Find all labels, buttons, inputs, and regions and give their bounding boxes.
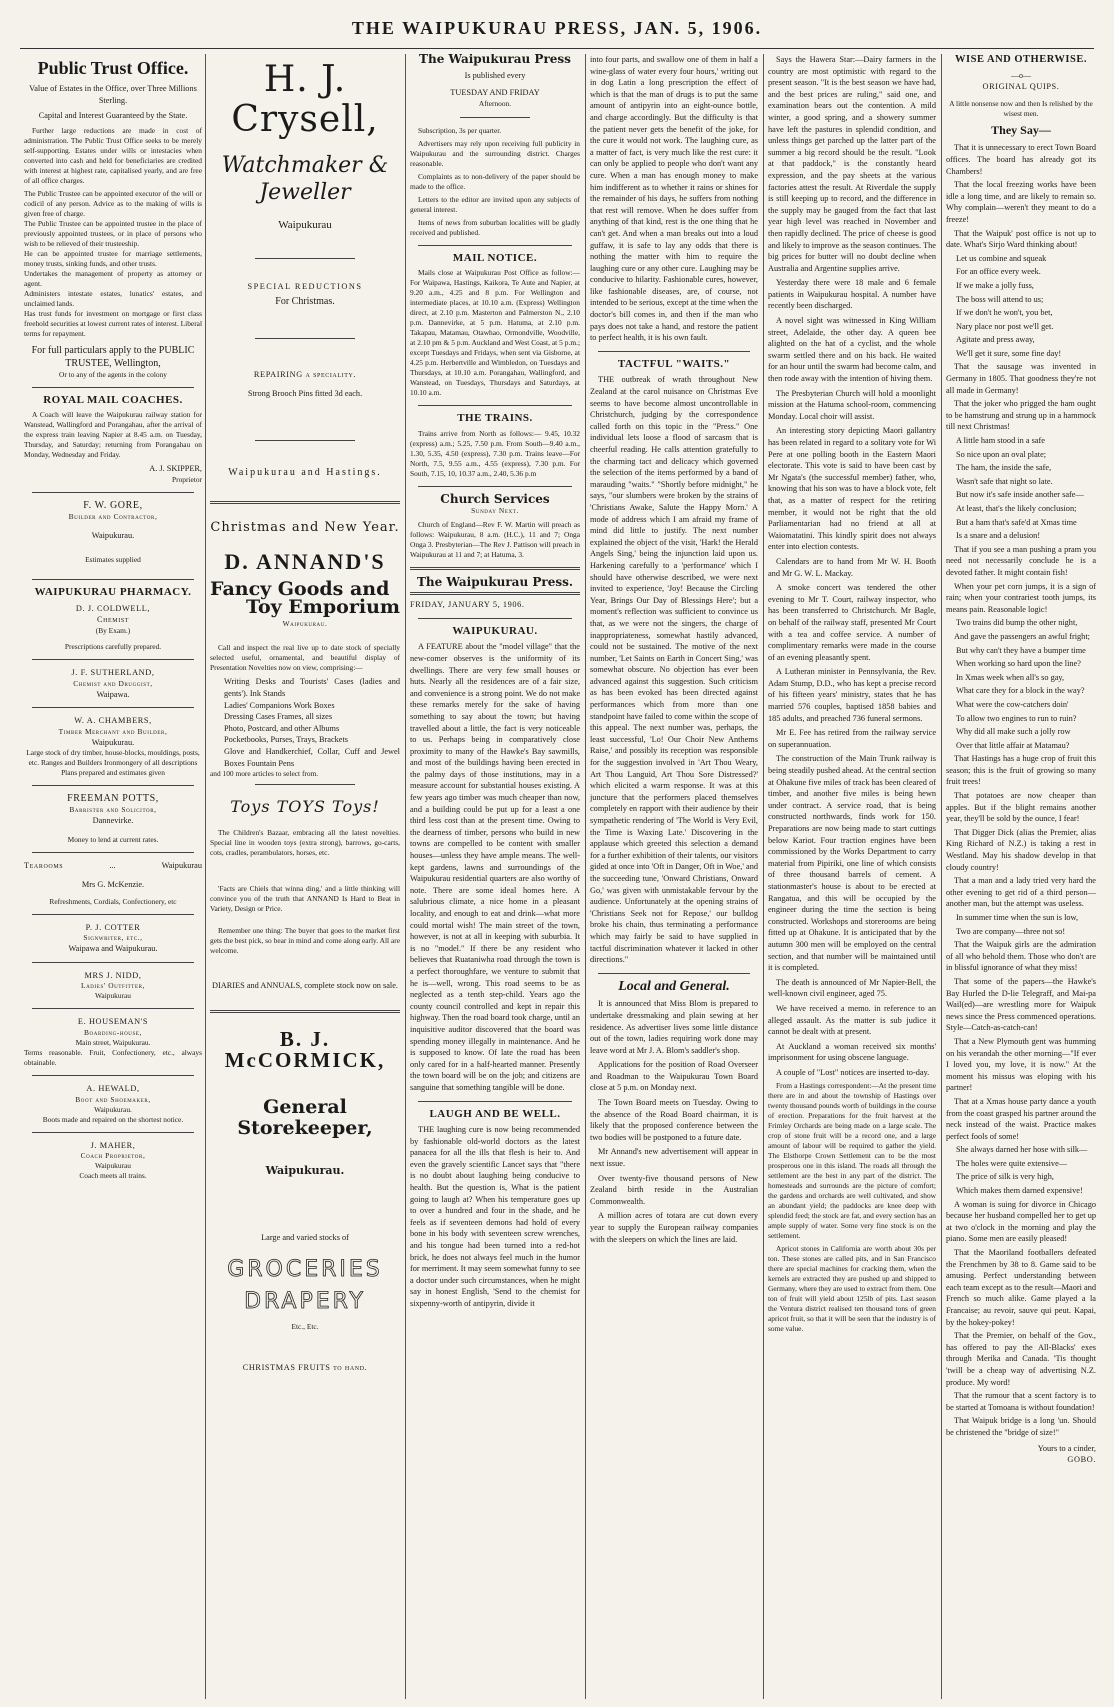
quip-line: The ham, the inside the safe,	[956, 463, 1052, 473]
quip-line: Agitate and press away,	[956, 335, 1035, 345]
column-rule	[585, 54, 586, 1699]
quip-line: Why did all make such a jolly row	[956, 727, 1071, 737]
chambers-name: W. A. CHAMBERS,	[74, 716, 152, 726]
annand-shop1: Fancy Goods and	[210, 578, 390, 601]
annand-good: and 100 more articles to select from.	[210, 769, 319, 779]
quip-line: Nary place nor post we'll get.	[956, 321, 1054, 331]
sutherland-name: J. F. SUTHERLAND,	[71, 667, 155, 677]
masthead: THE WAIPUKURAU PRESS, JAN. 5, 1906.	[351, 18, 763, 38]
houseman-trade: Boarding-house,	[84, 1028, 142, 1038]
nidd-town: Waipukurau	[95, 991, 131, 1001]
wise-intro: A little nonsense now and then Is relished by the wisest men.	[949, 98, 1093, 118]
lead-title: WAIPUKURAU.	[452, 624, 538, 637]
column-1	[24, 54, 202, 1699]
quip-line: That some of the papers—the Hawke's Bay Hurled the D-lie Telegraff, and Mai-pa Wail(ed)—are wrestling more for Waipuk news since the Press commenced operations. Style—Catch-as-catch-can!	[946, 976, 1096, 1033]
trust-body: Further large reductions are made in cost of administration. The Public Trust Office seeks to be merely self-supporting. Estates under wills or intestacies when converted into cash and held for beneficiaries are credited with interest at highest rate, capitalised yearly, and are free of all office charges.	[24, 125, 202, 185]
trains-body: Trains arrive from North as follows:— 9.45, 10.32 (express) a.m.; 5.25, 7.50 p.m. From South—9.40 a.m., 1.30, 5.35, 4.50 (express), 7.30 p.m. Trains leave—For North, 7.5, 9.55 a.m., 4.55 (express), 7.30 p.m. For South, 7.15, 10, 10.37 a.m., 2.40, 5.36 p.m	[410, 428, 580, 478]
crysell-special: SPECIAL REDUCTIONS	[247, 281, 363, 291]
quip-line: That potatoes are now cheaper than apples. But if the blight remains another year, they'll be sold by the ounce, I fear!	[946, 791, 1096, 824]
maher-note: Coach meets all trains.	[79, 1171, 147, 1181]
column-2	[210, 54, 400, 1699]
facts-body: 'Facts are Chiels that winna ding,' and a little thinking will convince you of the truth that ANNAND Is Hard to Beat in Variety, Design or Price.	[210, 884, 400, 914]
local-item: Mr Annand's new advertisement will appear in next issue.	[590, 1147, 758, 1169]
maher-name: J. MAHER,	[90, 1140, 136, 1150]
column-rule	[941, 54, 942, 1699]
quip-line: At least, that's the likely conclusion;	[956, 504, 1077, 513]
maher-town: Waipukurau	[95, 1161, 131, 1171]
quip-line: Wasn't safe that night so late.	[956, 476, 1053, 486]
houseman-body: Terms reasonable. Fruit, Confectionery, etc., always obtainable.	[24, 1048, 202, 1068]
quip-line: That the Waipuk' post office is not up to date. What's Sirjo Ward thinking about!	[946, 228, 1096, 250]
quip-line: The holes were quite extensive—	[956, 1158, 1068, 1168]
trust-item: Has trust funds for investment on mortgage or first class freehold securities at lowest current rates of interest. Liberal terms for repayment.	[24, 308, 202, 338]
hewald-name: A. HEWALD,	[86, 1084, 140, 1094]
press-info: Complaints as to non-delivery of the paper should be made to the office.	[410, 171, 580, 191]
mcc-drapery: DRAPERY	[244, 1288, 366, 1314]
quip-line: But a ham that's safe'd at Xmas time	[956, 517, 1077, 527]
quip-line: She always darned her hose with silk—	[956, 1145, 1088, 1155]
press-info: Subscription, 3s per quarter.	[418, 125, 502, 135]
local-title: Local and General.	[618, 978, 730, 994]
laugh-body: THE laughing cure is now being recommended by fashionable old-world doctors as the latest panacea for all the ills that flesh is heir to. And even the gravely scientific Lancet says that "there is no doubt about laughing being conducive to health. But the question is, What is the patient going to laugh at? When his temperature goes up to over a hundred and four in the shade, and he feels as if seventeen demons had hold of every bone in his body with seventeen screw wrenches, and his tongue had been turned into a red-hot brick, he does not always feel much in the humor for merriment. It may seem somewhat funny to see a doctor under such circumstances, when he might say in honest English, 'Send to the chemist for sixpenny-worth of antipyrin, divide it	[410, 1125, 580, 1308]
gore-town: Waipukurau.	[91, 530, 135, 540]
news-item: A couple of "Lost" notices are inserted to-day.	[776, 1067, 930, 1077]
waits-title: TACTFUL "WAITS."	[617, 357, 731, 370]
quip-line: That a New Plymouth gent was humming on his verandah the other morning—"If ever I loved you, my love, it is now." At the moment his missus was eloping with his partner!	[946, 1036, 1096, 1093]
annand-goods-list	[210, 676, 400, 779]
quip-line: But now it's safe inside another safe—	[956, 490, 1084, 500]
local-item: The Town Board meets on Tuesday. Owing to the absence of the Road Board chairman, it is likely that the proposed conference between the two bodies will be postponed to a future date.	[590, 1098, 758, 1142]
trust-value: Value of Estates in the Office, over Three Millions Sterling.	[29, 84, 197, 105]
local-item: Applications for the position of Road Overseer and Roadman to the Waipukurau Town Board close at 5 p.m. on Monday next.	[590, 1060, 758, 1093]
column-4	[590, 54, 758, 1699]
column-rule	[763, 54, 764, 1699]
pharmacy-name: D. J. COLDWELL,	[75, 603, 151, 613]
maher-trade: Coach Proprietor,	[80, 1151, 146, 1161]
tearooms-line	[24, 860, 202, 872]
quip-line: Let us combine and squeak	[956, 253, 1047, 263]
trains-title: THE TRAINS.	[457, 412, 533, 425]
quip-line: That it is unnecessary to erect Town Board offices. The board has already got its Chambers!	[946, 143, 1096, 176]
hewald-note: Boots made and repaired on the shortest notice.	[42, 1114, 184, 1124]
local-item: Over twenty-five thousand persons of New Zealand birth reside in the Australian Commonwealth.	[590, 1173, 758, 1206]
cotter-trade: Signwriter, etc.,	[83, 933, 143, 943]
toys-body: The Children's Bazaar, embracing all the latest novelties. Special line in wooden toys (extra strong), barrows, go-carts, cots, cradles, perambulators, horses, etc.	[210, 828, 400, 858]
news-item: At Auckland a woman received six months' imprisonment for using obscene language.	[768, 1041, 936, 1063]
cotter-name: P. J. COTTER	[85, 922, 141, 932]
news-item: An interesting story depicting Maori gallantry has been related in regard to a solitary vote for Wi Pere at one polling booth in the Eastern Maori electorate. This vote is said to have been cast by Mr Ngata's (the successful member) father, who, knowing that his son was to have a block vote, felt that, as a matter of respect for the retiring member, it would not be right that the old Parliamentarian had no friend at all at Waiomatatini. This kindly spirit does not always enter into election contests.	[768, 426, 936, 552]
mail-body: Mails close at Waipukurau Post Office as follow:— For Waipawa, Hastings, Kaikora, Te Aute and Napier, at 9.20 a.m., 4.25 and 8 p.m. For Wellington and intermediate places, at 10.10 a.m. (Express) Wellington direct, at 2.10 p.m. Masterton and Palmerston N., 2.10 p.m. Dannevirke, at 5 p.m. Hatuma, at 2.10 p.m. Takapau, Matamau, Otawhao, Ormondville, Woodville, at 2.10 pm & 5 p.m. Auckland and West Coast, at 5 p.m.; except Tuesdays and Fridays, when sent via Gisborne, at 4.25 p.m. Herbertville and Wimbledon, on Tuesdays and Thursdays, at 10.10 a.m. Porangahau, Wallingford, and Wanstead, on Tuesdays, Thursdays and Saturdays, at 10.10 a.m.	[410, 268, 580, 398]
trust-item: He can be appointed trustee for marriage settlements, money trusts, sinking funds, and other trusts.	[24, 248, 202, 268]
masthead-rule	[20, 48, 1094, 49]
press-title-2: The Waipukurau Press.	[416, 574, 574, 589]
chambers-body: Large stock of dry timber, house-blocks, mouldings, posts, etc. Ranges and Builders Ironmongery of all descriptions	[26, 748, 200, 768]
news-item: We have received a memo. in reference to an alleged assault. As the matter is sub judice it cannot be dealt with at present.	[768, 1003, 936, 1037]
mcc-trade: General Storekeeper,	[237, 1095, 373, 1139]
crysell-trade: Watchmaker & Jeweller	[221, 153, 389, 205]
hewald-trade: Boot and Shoemaker,	[75, 1094, 151, 1104]
press-info: Letters to the editor are invited upon any subjects of general interest.	[410, 194, 580, 214]
trust-apply: For full particulars apply to the PUBLIC TRUSTEE, Wellington,	[31, 344, 195, 369]
pharmacy-exam: (By Exam.)	[95, 625, 131, 635]
local-item: A million acres of totara are cut down every year to supply the European railway companies with the sleepers on which the lines are laid.	[590, 1211, 758, 1244]
press-title: The Waipukurau Press	[419, 54, 571, 66]
potts-trade: Barrister and Solicitor,	[69, 804, 157, 814]
remember-body: Remember one thing: The buyer that goes to the market first gets the best pick, so bear in mind and come along early. All are welcome.	[210, 926, 400, 956]
quip-line: Two are company—three not so!	[956, 926, 1066, 936]
annand-shop2: Toy Emporium	[246, 595, 400, 618]
column-3	[410, 54, 580, 1699]
crysell-town: Waipukurau	[278, 219, 332, 231]
annand-name: D. ANNAND'S	[224, 549, 386, 575]
pharmacy-note: Prescriptions carefully prepared.	[64, 641, 162, 651]
pharmacy-title: WAIPUKURAU PHARMACY.	[34, 586, 192, 599]
tearooms-name: Mrs G. McKenzie.	[81, 880, 145, 890]
quip-line: Two trains did bump the other night,	[956, 618, 1078, 628]
quip-line: That the rumour that a scent factory is to be started at Tomoana is without foundation!	[946, 1391, 1096, 1412]
tearooms-town: Waipukurau	[161, 860, 202, 870]
news-item: Says the Hawera Star:—Dairy farmers in the country are most optimistic with regard to the present season. "It is the best season we have had, and the best prices are ruling," said one, and examination bears out the contention. A mild winter, a good spring, and a showery summer have left the pastures in splendid condition, and unless things get parched up the latter part of the summer a big record should be the result. "Look at that paddock," is the constantly heard expression, and the pay sheets at the various factories attest the result. At Riverdale the supply is still keeping up to record, and the difference in the supply may be gauged from the fact that last year high level was reached in November and then rapidly declined. The price of cheese is good and likely to improve as the season continues. The big prices for butter will no doubt decline when Australia and Argentine supplies arrive.	[768, 55, 936, 273]
trust-item: The Public Trustee can be appointed executor of the will or codicil of any person. Advice as to the making of wills is given free of charge.	[24, 188, 202, 218]
quip-line: That a man and a lady tried very hard the other evening to get rid of a third person—another man, but the attempt was useless.	[946, 876, 1096, 909]
quip-line: The price of silk is very high,	[956, 1172, 1054, 1182]
quip-line: That Waipuk bridge is a long 'un. Should be christened the "bridge of size!"	[946, 1416, 1096, 1437]
press-time: Afternoon.	[478, 98, 512, 108]
gore-note: Estimates supplied	[85, 555, 141, 565]
quip-line: That Digger Dick (alias the Premier, alias King Richard of N.Z.) is taking a rest in Westland. May his shadow develop in that cloudy country!	[946, 827, 1096, 872]
mcc-name: B. J. McCORMICK,	[224, 1026, 386, 1072]
gore-name: F. W. GORE,	[83, 499, 143, 511]
news-item: A smoke concert was tendered the other evening to Mr T. Court, railway inspector, who has been transferred to Christchurch. Mr Bagle, on behalf of the railway staff, presented Mr Court with a tea and coffee service. A number of complimentary remarks were made in the course of an evening pleasantly spent.	[768, 583, 936, 662]
crysell-brooch: Strong Brooch Pins fitted 3d each.	[247, 389, 363, 399]
column-6: WISE AND OTHERWISE. —o— ORIGINAL QUIPS. A little nonsense now and then Is relished by the wisest men. They Say— That it is unnecessary to erect Town Board offices. The board has already got its Chambers! That the local freezing works have been idle a long time, and are likely to remain so. Why complain—weren't they meant to do a freeze! That the Waipuk' post office is not up to date. What's Sirjo Ward thinking about! Let us combine and squeak For an office every week. If we make a jolly fuss, The boss will attend to us; If we don't he won't, you bet, Nary place nor post we'll get. Agitate and press away, We'll get it sure, some fine day! That the sausage was invented in Germany in 1805. That goodness they're not all made in Germany! That the joker who prigged the ham ought to be hamstrung and strung up in a hammock till next Christmas! A little ham stood in a safe So nice upon an oval plate; The ham, the inside the safe, Wasn't safe that night so late. But now it's safe inside another safe— At least, that's the likely conclusion; But a ham that's safe'd at Xmas time Is a snare and a delusion! That if you see a man pushing a pram you need not necessarily conclude he is a devoted father. It might contain fish! When your pet corn jumps, it is a sign of rain; when your contrariest tooth jumps, its means pain. Reasonable logic! Two trains did bump the other night, And gave the passengers an awful fright; But why can't they have a bumper time When working so hard upon the line? In Xmas week when all's so gay, What care they for a block in the way? What were the cow-catchers doin' To allow two engines to run to ruin? Why did all make such a jolly row Over that little affair at Matamau? That Hastings has a huge crop of fruit this season; this is the fruit of growing so many fruit trees! That potatoes are now cheaper than apples. But if the blight remains another year, they'll be sold by the ounce, I fear! That Digger Dick (alias the Premier, alias King Richard of N.Z.) is taking a rest in Westland. May his shadow develop in that cloudy country! That a man and a lady tried very hard the other evening to get rid of a third person—another man, but the attempt was useless. In summer time when the sun is low, Two are company—three not so! That the Waipuk girls are the admiration of all who behold them. Those who don't are in blissful ignorance of what they miss! That some of the papers—the Hawke's Bay Hurled the D-lie Telegraff, and Mai-pa Wail(ed)—are wrestling more for Waipuk news since the Press commenced operations. Style—Catch-as-catch-can! That a New Plymouth gent was humming on his verandah the other morning—"If ever I loved you, my love, it is now." At the moment his missus was eloping with his partner! That at a Xmas house party dance a youth from the coast grasped his partner around the neck instead of the waist. Practice makes perfect fools of some! She always darned her hose with silk— The holes were quite extensive— The price of silk is very high, Which makes them darned expensive! A woman is suing for divorce in Chicago because her husband compelled her to get up at two o'clock in the morning and play the piano. Some men are easily pleased! That the Maoriland footballers defeated the Frenchmen by 38 to 8. Game said to be amusing. Perfect understanding between each team except as to the result—Maori and French so much alike. Game played a la Francaise; au revoir, sauve qui peut. Kapai, by the hokey-pokey! That the Premier, on behalf of the Gov., has offered to pay the All-Blacks' exes through Merika and Canada. 'Tis thought 'twill be a cheap way of advertising N.Z. produce. My word! That the rumour that a scent factory is to be started at Tomoana is without foundation! That Waipuk bridge is a long 'un. Should be christened the "bridge of size!" Yours to a cinder, GOBO.	[946, 54, 1096, 1465]
quip-line: Is a snare and a delusion!	[956, 531, 1041, 541]
mcc-fruits: CHRISTMAS FRUITS to hand.	[242, 1362, 368, 1372]
news-item: The death is announced of Mr Napier-Bell, the well-known civil engineer, aged 75.	[768, 977, 936, 999]
news-item: Mr E. Fee has retired from the railway service on superannuation.	[768, 728, 936, 749]
lead-body: A FEATURE about the "model village" that the new-comer observes is the uniformity of its dwellings. There are very few small houses or huts. Nearly all the residences are of a fair size, and convenience is a strong point. We do not make these remarks merely for the sake of having something to say about the town; but having travelled about a little, the fact is very noticeable to us. Perhaps being in comparatively close proximity to many of the Hawke's Bay sawmills, and most of the buildings having been erected in the palmy days of those institutions, may in a measure account for substantial houses existing. A few years ago timber was much cheaper than now, and a building could be put up for a least a one third less cost than at the present time. Owing to the dearness of timber, persons who build in new towns are compelled to be content with smaller houses—unless they have ample means. The well-kept gardens, lawns and surroundings of the Waipukurau residential quarters are also worthy of note. There are some ideal homes here. A salubrious climate, a nice home in a pleasant locality, and enough to eat and drink—what more could mortal wish! The main street of the town, however, is not at all in keeping with suburbia. It is no "model." If there be any resident who believes that Ruataniwha road through the town is a perfect thoroughfare, we venture to submit that he is—well, wrong. This road seems to be as neglected as a tenth step-child. Years ago the county council controlled and kept in repair this highway. Then the road board took charge, until an inquisitive auditor discovered that the board was spending money illegally in maintenance. And he is supposed to know. Of late the road has been only cared for in a half-hearted manner. Presently the town board will be on the job; and citizens are sanguine that something tangible will be done.	[410, 642, 580, 1092]
tearooms-dots: ...	[109, 860, 116, 870]
mcc-stock: Large and varied stocks of	[261, 1233, 349, 1243]
houseman-name: E. HOUSEMAN'S	[77, 1017, 149, 1027]
mcc-etc: Etc., Etc.	[291, 1321, 319, 1331]
quip-line: Which makes them darned expensive!	[956, 1186, 1083, 1196]
signoff: Yours to a cinder,	[1037, 1443, 1096, 1453]
chambers-town: Waipukurau.	[91, 737, 135, 747]
church-title: Church Services	[440, 491, 550, 506]
quip-line: But why can't they have a bumper time	[956, 645, 1086, 655]
trust-capital: Capital and Interest Guaranteed by the State.	[38, 111, 188, 121]
news-item: Calendars are to hand from Mr W. H. Booth and Mr G. W. L. Mackay.	[768, 556, 936, 578]
news-item: A Lutheran minister in Pennsylvania, the Rev. Adam Stump, D.D., who has kept a precise record of his fifteen years' ministry, states that he has married 576 couples, baptised 1858 babies and 185 adults, and preached 736 funeral sermons.	[768, 667, 936, 723]
local-item: It is announced that Miss Blom is prepared to undertake dressmaking and plain sewing at her residence. As advertiser lives some little distance out of the town, ladies requiring work done may leave word at Mr J. A. Blom's saddler's shop.	[590, 999, 758, 1055]
press-days: TUESDAY AND FRIDAY	[450, 88, 540, 98]
news-item: The Presbyterian Church will hold a moonlight mission at the Hatuma school-room, commencing Monday. Local choir will assist.	[768, 388, 936, 421]
quip-line: We'll get it sure, some fine day!	[956, 348, 1062, 358]
news-item: A novel sight was witnessed in King William street, Adelaide, the other day. A queen bee alighted on the hat of a cyclist, and the whole swarm settled there and on his back. He waited for an hour until the swarm had become calm, and then rode away with the intention of hiving them.	[768, 316, 936, 384]
chambers-trade: Timber Merchant and Builder,	[58, 726, 168, 736]
quip-line: What were the cow-catchers doin'	[956, 699, 1069, 709]
coaches-title: ROYAL MAIL COACHES.	[43, 393, 183, 406]
news-item: The construction of the Main Trunk railway is being steadily pushed ahead. At the central section at Ohakune five miles of track has been cleared of timber, and another five miles is being hewn under contract. A service road, that is being constructed northwards, finds work for 150. Preparations are now being made to start cuttings below Kariot. Four traction engines have been commissioned by the Works Department to carry material from Pipiriki, one line of which consists of three thousand barrels of cement. A stationmaster's house is about to be erected at Rangatua, and this will be occupied by the engineer during the time the section is being constructed. Workshops and storerooms are being fitted up at Ohakune. It is anticipated that by the autumn 300 men will be employed on the central section, and that number will be maintained until it is completed.	[768, 754, 936, 973]
quip-line: That the sausage was invented in Germany in 1805. That goodness they're not all made in Germany!	[946, 362, 1096, 395]
potts-name: FREEMAN POTTS,	[67, 793, 159, 805]
quip-line: That at a Xmas house party dance a youth from the coast grasped his partner around the neck instead of the waist. Practice makes perfect fools of some!	[946, 1096, 1096, 1141]
tearooms-label: Tearooms	[24, 860, 64, 870]
quip-line: That the joker who prigged the ham ought to be hamstrung and strung up in a hammock till next Christmas!	[946, 399, 1096, 432]
pharmacy-role: Chemist	[96, 615, 130, 625]
annand-good: Dressing Cases Frames, all sizes	[224, 712, 333, 722]
trust-title: Public Trust Office.	[37, 58, 189, 78]
nidd-name: MRS J. NIDD,	[84, 970, 142, 980]
sutherland-town: Waipawa.	[96, 689, 130, 699]
wise-title: WISE AND OTHERWISE.	[955, 54, 1087, 65]
crysell-xmas: For Christmas.	[275, 296, 335, 308]
press-pub: Is published every	[464, 70, 526, 80]
laugh-title: LAUGH AND BE WELL.	[429, 1107, 561, 1120]
trust-agents: Or to any of the agents in the colony	[59, 369, 167, 379]
trust-item: Undertakes the management of property as attorney or agent.	[24, 268, 202, 288]
chambers-note: Plans prepared and estimates given	[61, 768, 165, 778]
crysell-name: H. J. Crysell,	[231, 59, 379, 140]
crysell-repair: REPAIRING a speciality.	[253, 369, 357, 379]
wise-sub: ORIGINAL QUIPS.	[982, 82, 1060, 92]
trust-item: Administers intestate estates, lunatics' estates, and unclaimed lands.	[24, 288, 202, 308]
church-body: Church of England—Rev F. W. Martin will preach as follows: Waipukurau, 8 a.m. (H.C.), 11 and 7; Onga Onga 3. Presbyterian—The Rev J. Pattison will preach in Waipukurau at 11 and 7; at Hatuma, 3.	[410, 519, 580, 559]
quips-list	[946, 142, 1096, 1438]
issue-date: FRIDAY, JANUARY 5, 1906.	[410, 600, 525, 610]
annand-good: Ladies' Companions Work Boxes	[224, 700, 335, 710]
nidd-trade: Ladies' Outfitter,	[80, 981, 145, 991]
they-say: They Say—	[991, 122, 1051, 137]
annand-town: Waipukurau.	[282, 619, 328, 629]
quip-line: That the Maoriland footballers defeated the Frenchmen by 38 to 8. Game said to be amusing. Perfect understanding between each team except as to the result—Maori and French so much alike. Game played a la Francaise; au revoir, sauve qui peut. Kapai, by the hokey-pokey!	[946, 1248, 1096, 1327]
annand-good: Glove and Handkerchief, Collar, Cuff and Jewel Boxes Fountain Pens	[224, 746, 400, 768]
quip-line: A woman is suing for divorce in Chicago because her husband compelled her to get up at two o'clock in the morning and play the piano. Some men are easily pleased!	[946, 1199, 1096, 1244]
diaries: DIARIES and ANNUALS, complete stock now on sale.	[212, 981, 398, 991]
potts-note: Money to lend at current rates.	[67, 834, 159, 844]
trust-item: The Public Trustee can be appointed trustee in the place of previously appointed trustees, or in place of persons who wish to be relieved of their trusteeship.	[24, 218, 202, 248]
annand-good: Writing Desks and Tourists' Cases (ladies and gents'). Ink Stands	[224, 677, 400, 698]
quip-line: What care they for a block in the way?	[956, 686, 1085, 696]
quip-line: The boss will attend to us;	[956, 294, 1044, 304]
potts-town: Dannevirke.	[92, 815, 134, 825]
press-info: Items of news from suburban localities will be gladly received and published.	[410, 217, 580, 237]
sutherland-trade: Chemist and Druggist,	[73, 678, 153, 688]
column-5	[768, 54, 936, 1699]
crysell-towns: Waipukurau and Hastings.	[228, 466, 382, 478]
signature: GOBO.	[1067, 1455, 1096, 1465]
annand-body: Call and inspect the real live up to date stock of specially selected useful, ornamental, and beautiful display of Presentation Novelties now on view, comprising:—	[210, 643, 400, 673]
quip-line: Over that little affair at Matamau?	[956, 740, 1070, 750]
waits-body: THE outbreak of wrath throughout New Zealand at the carol nuisance on Christmas Eve seems to have become almost uncontrollable in Christchurch, judging by the correspondence called forth on this topic in the "Press." One individual lets loose a flood of sarcasm that is cheerful reading. He calls attention gratefully to the charming tact and delicacy which governed the selection of the items performed by a band of marauding "waits." "Shortly before midnight," he says, "our slumbers were broken by the strains of 'Christians Awake, Salute the Happy Morn.' A mode of address which I am afraid my frame of mind did little to justify. The next number explained the object of the visit, 'Hark! the Herald Angels Sing,' being the injunction laid upon us. Harkening carefully to a 'performance' which I should have otherwise described, we were next invited to experience, 'Joy! Because the Circling Year, Brings Our Day of Blessings Here'; but a moment's reflection was sufficient to convince us that, as we were not the singers, the charge of inappropriateness, somewhat hastily advanced, could not be sustained. The motive of the next number, 'Let Saints on Earth in Concert Sing,' was somewhat obscure. No objection has ever been advanced against this suggestion. Such criticism as has been evoked has been directed against performances which from more than one standpoint have failed to come within the scope of this appeal. The next number was, perhaps, the least successful, 'Lo! Our Choir New Anthems Raise,' and possibly its reception was responsible for the suggestion involved in 'Art Thou Weary, Art Thou Languid, Art Thou Sore Distressed?' which elicited a warm response. It was at this juncture that the performers placed themselves completely en rapport with their audience by their sympathetic rendering of 'The World is Very Evil, the Time is Waxing Late.' Discovering in the applause which greeted this selection a demand for a further exhibition of their talents, our visitors gided at once into 'Oft in Danger, Oft in Woe,' and the succeeding tune, 'Onward Christians, Onward Go,' was given with unmistakable fervour by the audience. Unfortunately at the opening strains of 'Christians Seek not for Repose,' our bulldog broke his chain, thus terminating a performance which may fairly be said to have supplied in tactful discrimination whatever it lacked in other directions."	[590, 375, 758, 965]
annand-good: Pocketbooks, Purses, Trays, Brackets	[224, 735, 348, 745]
quip-line: That if you see a man pushing a pram you need not necessarily conclude he is a devoted father. It might contain fish!	[946, 544, 1096, 577]
hastings-item: From a Hastings correspondent:—At the present time there are in and about the township of Hastings over twenty thousand pounds worth of buildings in the course of erection. Preparations for the fruit harvest at the Frimley Orchards are being made on a large scale. The crop of stone fruit will be a record one, and a large amount of labour will be required to gather the yield. The Elsthorpe Crown Settlement can to be the most prosperous one in this island. The roads all through the settlement are the best in any part of the district. The homesteads and surrounds are the picture of comfort; the gardens and orchards are well cultivated, and show an abundant yield; the paddocks are knee deep with splendid feed; the stock are fat, and every section has an ample supply of water. Some very fine stock is on the settlement.	[768, 1081, 936, 1241]
coaches-role: Proprietor	[172, 474, 202, 484]
column-rule	[205, 54, 206, 1699]
quip-line: In summer time when the sun is low,	[956, 913, 1079, 922]
quip-line: When your pet corn jumps, it is a sign of rain; when your contrariest tooth jumps, its means pain. Reasonable logic!	[946, 581, 1096, 614]
toys-title: Toys TOYS Toys!	[230, 797, 380, 817]
laugh-body-cont: into four parts, and swallow one of them in half a wine-glass of water every four hours,' writing out in dog Latin a long prescription the effect of which is that the man of drugs is to put the same amount of antipyrin into an eight-ounce bottle, and charge accordingly. But the difficulty is that the patient never gets the benefit of the joke, for the cure it would not work. The laughing cure, as a matter of fact, is very much like the rest cure: it can only be applied to people who don't want any cure. When a man has enough money to make him indifferent as to whether it rains or shines for the remainder of his days, he suffers from nothing that rest will remove. When he does suffer from anything of that kind, rest is the one thing that he can't get. And when a man breaks out into a loud guffaw, it is safe to lay any odds that there is nothing the matter with him to require the laughing cure or any other cure. Laughing may be conducive to hilarity. Fashionable cures, however, like fashionable diseases, are, of course, not intended to be serious, except at the time when the doctor's bill comes in, and then if the man who pays does not take a hand, and restore the patient to perfect health, it is his own fault.	[590, 55, 758, 343]
church-sub: Sunday Next.	[471, 505, 519, 515]
quip-line: For an office every week.	[956, 267, 1041, 277]
mcc-town: Waipukurau.	[265, 1163, 345, 1177]
cotter-town: Waipawa and Waipukurau.	[68, 944, 158, 954]
news-item: Yesterday there were 18 male and 6 female patients in Waipukurau hospital. A number have recently been discharged.	[768, 278, 936, 311]
apricot-item: Apricot stones in California are worth about 30s per ton. These stones are called pits, and in San Francisco there are special machines for cracking them, when the kernels are extracted they are pushed up and shipped to Germany, where they are used to extract from them. One ton of fruit will yield about 125lb of pits. Last season the Ventura district realised ten thousand tons of green apricot fruit, so that it will be seen that the industry is of some value.	[768, 1244, 936, 1334]
quip-line: That the local freezing works have been idle a long time, and are likely to remain so. Why complain—weren't they meant to do a freeze!	[946, 180, 1096, 224]
column-rule	[405, 54, 406, 1699]
quip-line: If we don't he won't, you bet,	[956, 308, 1053, 318]
quip-line: And gave the passengers an awful fright;	[954, 631, 1090, 641]
quip-line: A little ham stood in a safe	[956, 436, 1045, 446]
tearooms-note: Refreshments, Cordials, Confectionery, etc	[49, 896, 177, 906]
coaches-body: A Coach will leave the Waipukurau railway station for Wanstead, Wallingford and Porangahau, after the arrival of the express train leaving Napier at 8.45 a.m. on Tuesday, Thursday, and Saturday; returning from Porangahau on Monday, Wednesday and Friday.	[24, 410, 202, 460]
houseman-addr: Main street, Waipukurau.	[75, 1038, 151, 1048]
quip-line: In Xmas week when all's so gay,	[956, 672, 1065, 682]
press-info: Advertisers may rely upon receiving full publicity in Waipukurau and the surrounding district. Charges reasonable.	[410, 138, 580, 168]
annand-good: Photo, Postcard, and other Albums	[224, 723, 340, 733]
gore-trade: Builder and Contractor,	[68, 511, 158, 521]
quip-line: That the Premier, on behalf of the Gov., has offered to pay the All-Blacks' exes through Merika and Canada. 'Tis thought 'twill be a cheap way of advertising N.Z. produce. My word!	[946, 1331, 1096, 1387]
hewald-town: Waipukurau.	[94, 1104, 132, 1114]
annand-season: Christmas and New Year.	[210, 519, 400, 535]
coaches-name: A. J. SKIPPER,	[149, 464, 202, 474]
quip-line: That the Waipuk girls are the admiration of all who behold them. Those who don't are in blissful ignorance of what they miss!	[946, 940, 1096, 973]
mail-title: MAIL NOTICE.	[452, 251, 538, 264]
quip-line: To allow two engines to run to ruin?	[956, 713, 1077, 723]
quip-line: If we make a jolly fuss,	[956, 280, 1034, 290]
quip-line: That Hastings has a huge crop of fruit this season; this is the fruit of growing so many fruit trees!	[946, 754, 1096, 787]
mcc-groceries: GROCERIES	[227, 1256, 383, 1282]
quip-line: When working so hard upon the line?	[956, 659, 1081, 669]
quip-line: So nice upon an oval plate;	[956, 449, 1047, 459]
